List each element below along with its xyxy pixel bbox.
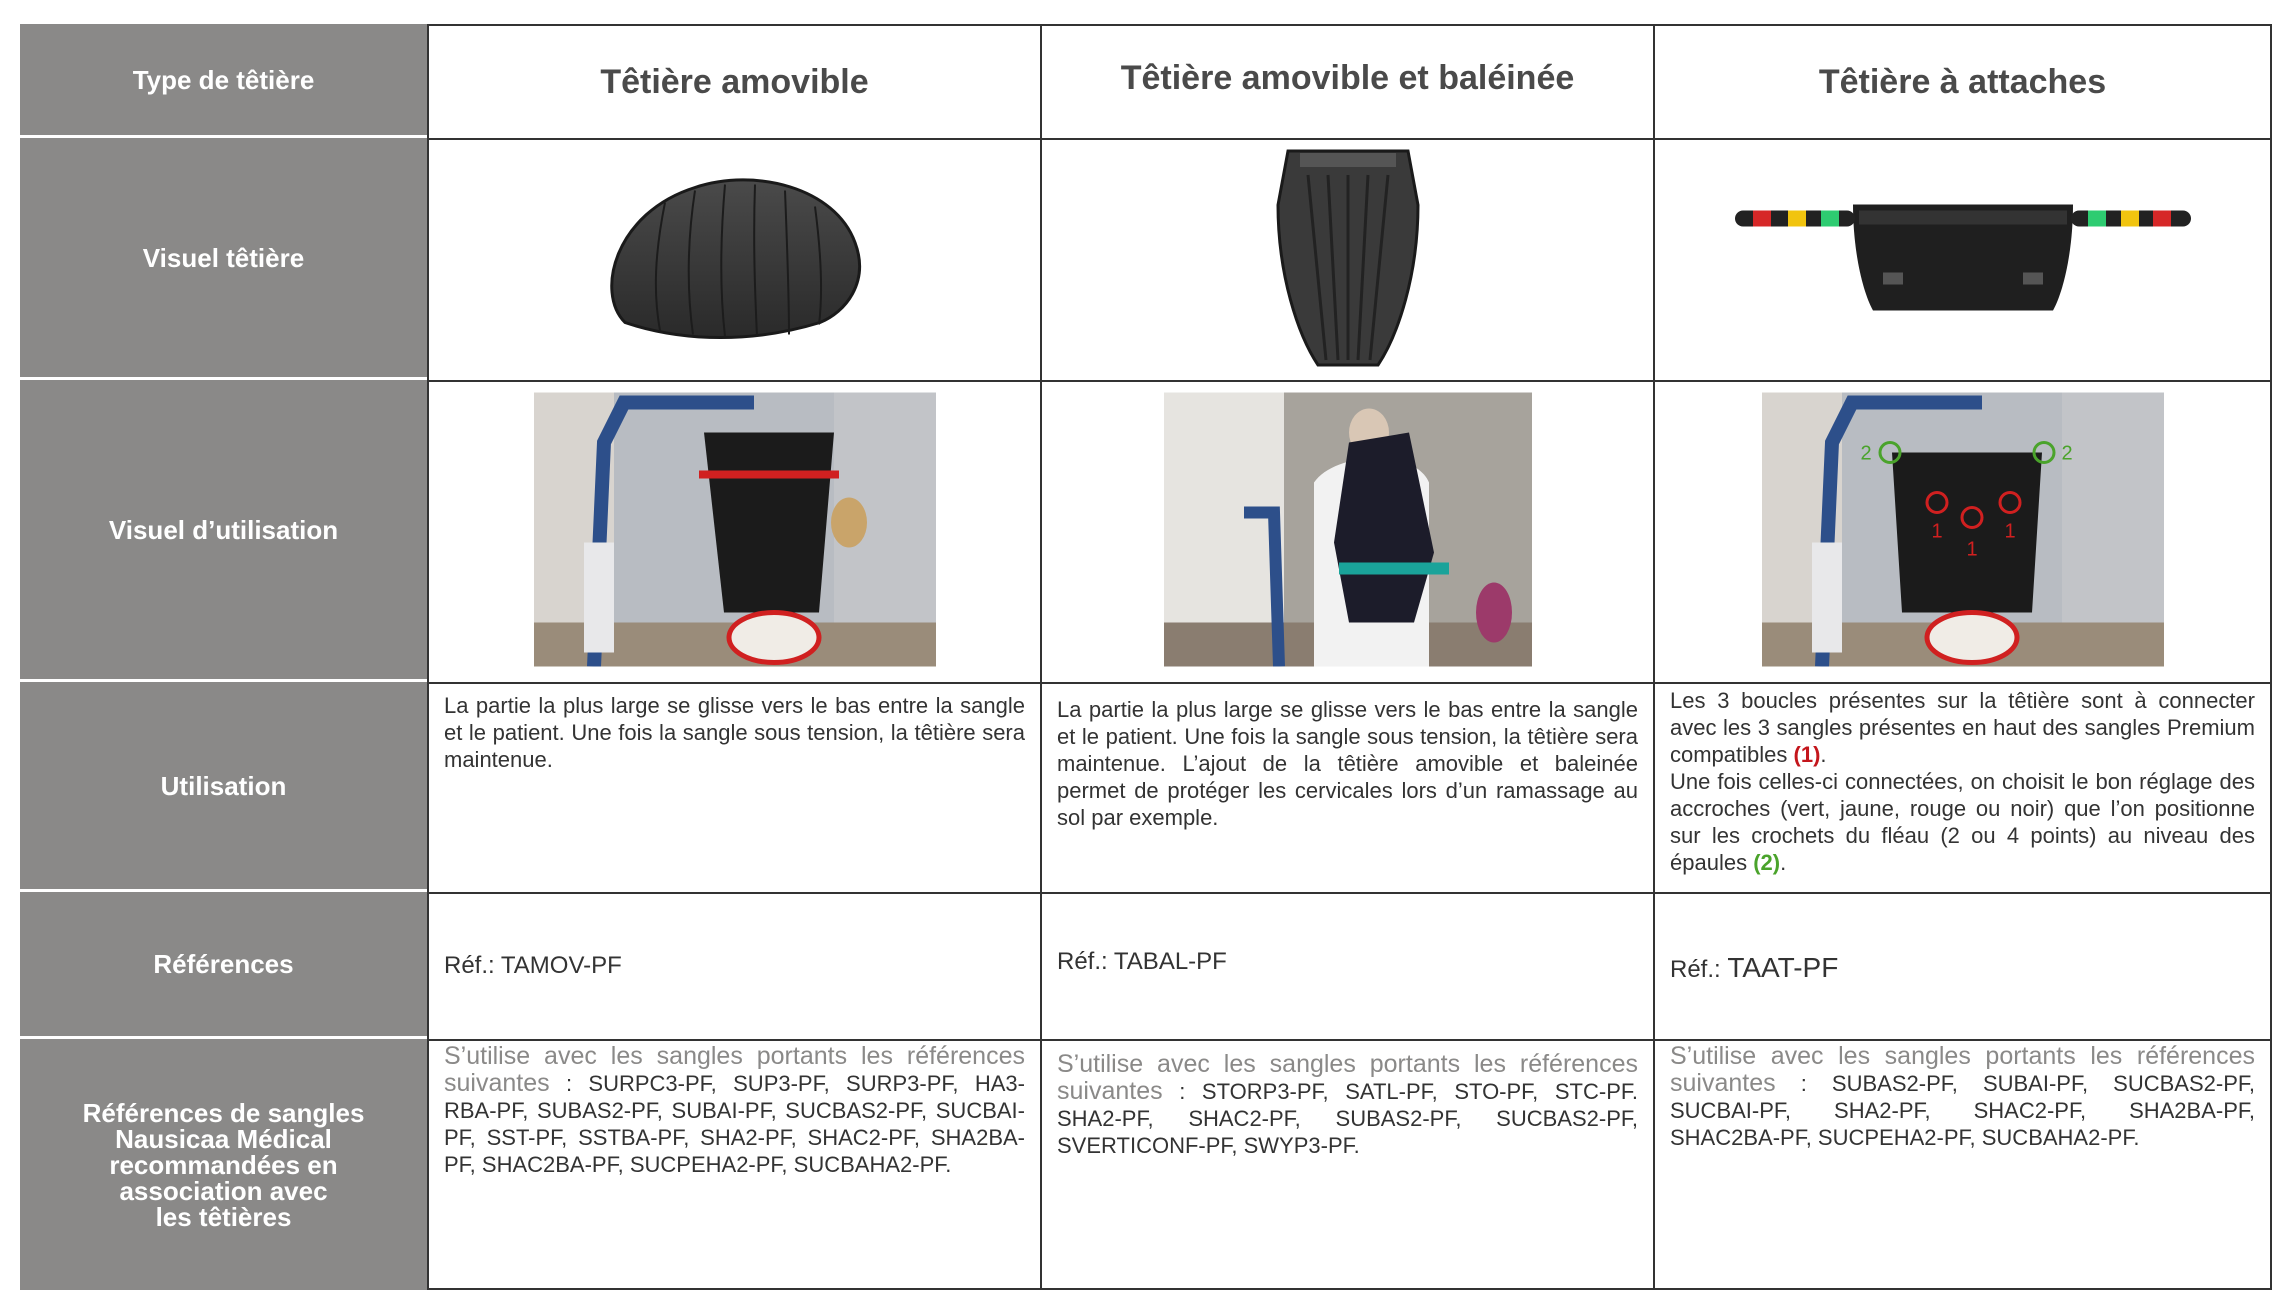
usage-marker-2: 2 [2060, 442, 2073, 465]
reference-text [1057, 948, 1227, 976]
reference-text [1670, 952, 1838, 984]
usage-photo-cell [427, 380, 1040, 682]
sangles-text [1057, 1051, 1638, 1159]
column-title: Têtière à attaches [1818, 62, 2107, 101]
photo-cell [427, 138, 1040, 380]
sangles-cell [1040, 1039, 1653, 1290]
photo-cell [1040, 138, 1653, 380]
title-cell [1653, 24, 2272, 138]
column-title: Têtière amovible [600, 62, 869, 101]
utilisation-text-part: . [1820, 742, 1827, 767]
utilisation-cell [427, 682, 1040, 892]
usage-photo-cell [1653, 380, 2272, 682]
usage-marker-1: 1 [2003, 520, 2016, 543]
title-cell [427, 24, 1040, 138]
sangles-list: : SUBAS2-PF, SUBAI-PF, SUCBAS2-PF, SUCBAI-PF, SHA2-PF, SHAC2-PF, SHA2BA-PF, SHAC2BA-PF, SUCPEHA2-PF, SUCBAHA2-PF. [1670, 1071, 2255, 1150]
utilisation-text: La partie la plus large se glisse vers le bas entre la sangle et le patient. Une fois la sangle sous tension, la têtière sera maintenue. L’ajout de la têtière amovible et baleinée permet de protéger les cervicales lors d’un ramassage au sol par exemple. [1057, 697, 1638, 830]
reference-mark-1: (1) [1793, 742, 1821, 767]
sangles-list: : STORP3-PF, SATL-PF, STO-PF, STC-PF. SHA2-PF, SHAC2-PF, SUBAS2-PF, SUCBAS2-PF, SVERTICONF-PF, SWYP3-PF. [1057, 1079, 1638, 1158]
usage-marker-1: 1 [1965, 538, 1978, 561]
utilisation-cell [1040, 682, 1653, 892]
row-label-line: recommandées en [109, 1149, 338, 1180]
reference-prefix: Réf.: [444, 952, 501, 979]
row-label-sangles [20, 1039, 427, 1290]
tetiere-baleinee-photo [1268, 145, 1428, 375]
reference-prefix: Réf.: [1670, 956, 1728, 983]
utilisation-text-part: Une fois celles-ci connectées, on choisit le bon réglage des accroches (vert, jaune, rouge ou noir) que l’on positionne sur les crochets du fléau (2 ou 4 points) au niveau des épaules [1670, 769, 2255, 875]
tetiere-amovible-photo [605, 173, 865, 348]
usage-marker-1: 1 [1930, 520, 1943, 543]
sangles-text [1670, 1043, 2255, 1151]
photo-cell [1653, 138, 2272, 380]
comparison-table [20, 24, 2272, 1290]
row-label-text: Visuel têtière [142, 242, 305, 273]
row-label-line: Nausicaa Médical [115, 1123, 332, 1154]
row-label-visuel [20, 138, 427, 380]
row-label-text: Type de têtière [132, 64, 315, 95]
reference-mark-2: (2) [1753, 850, 1781, 875]
row-label-type [20, 24, 427, 138]
sangles-list: : SURPC3-PF, SUP3-PF, SURP3-PF, HA3-RBA-PF, SUBAS2-PF, SUBAI-PF, SUCBAS2-PF, SUCBAI-PF, SST-PF, SSTBA-PF, SHA2-PF, SHAC2-PF, SHA2BA-PF, SHAC2BA-PF, SUCPEHA2-PF, SUCBAHA2-PF. [444, 1071, 1025, 1177]
row-label-references [20, 892, 427, 1039]
utilisation-text-part: . [1780, 850, 1787, 875]
reference-code: TABAL-PF [1113, 948, 1227, 975]
reference-code: TAAT-PF [1727, 952, 1839, 983]
row-label-text: Références [153, 949, 294, 979]
sangles-cell [427, 1039, 1040, 1290]
row-label-utilisation [20, 682, 427, 892]
usage-photo-cell [1040, 380, 1653, 682]
sangles-intro: S’utilise avec les sangles portants les références suivantes [1057, 1050, 1638, 1105]
sangles-intro: S’utilise avec les sangles portants les références suivantes [444, 1042, 1025, 1097]
title-cell [1040, 24, 1653, 138]
reference-prefix: Réf.: [1057, 948, 1114, 975]
reference-text [444, 952, 622, 980]
row-label-sangles-text [82, 1097, 365, 1232]
utilisation-text-part: Les 3 boucles présentes sur la têtière sont à connecter avec les 3 sangles présentes en haut des sangles Premium compatibles [1670, 688, 2255, 767]
reference-cell [427, 892, 1040, 1039]
utilisation-cell [1653, 682, 2272, 892]
sangles-intro: S’utilise avec les sangles portants les références suivantes [1670, 1042, 2255, 1097]
row-label-line: les têtières [155, 1201, 292, 1232]
tetiere-amovible-usage-photo [534, 393, 936, 672]
usage-marker-2: 2 [1859, 442, 1872, 465]
reference-cell [1040, 892, 1653, 1039]
tetiere-baleinee-usage-photo [1164, 393, 1532, 672]
sangles-text [444, 1043, 1025, 1178]
row-label-line: association avec [119, 1175, 328, 1206]
row-label-line: Références de sangles [82, 1097, 365, 1128]
tetiere-attaches-usage-photo [1762, 393, 2164, 672]
sangles-cell [1653, 1039, 2272, 1290]
row-label-text: Utilisation [160, 770, 287, 801]
column-title: Têtière amovible et baléinée [1120, 58, 1575, 97]
utilisation-text [1670, 687, 2255, 876]
reference-cell [1653, 892, 2272, 1039]
row-label-text: Visuel d’utilisation [108, 514, 339, 545]
reference-code: TAMOV-PF [500, 952, 622, 979]
row-label-visuel-utilisation [20, 380, 427, 682]
tetiere-attaches-photo [1733, 193, 2193, 328]
utilisation-text: La partie la plus large se glisse vers le bas entre la sangle et le patient. Une fois la sangle sous tension, la têtière sera maintenue. [444, 693, 1025, 772]
